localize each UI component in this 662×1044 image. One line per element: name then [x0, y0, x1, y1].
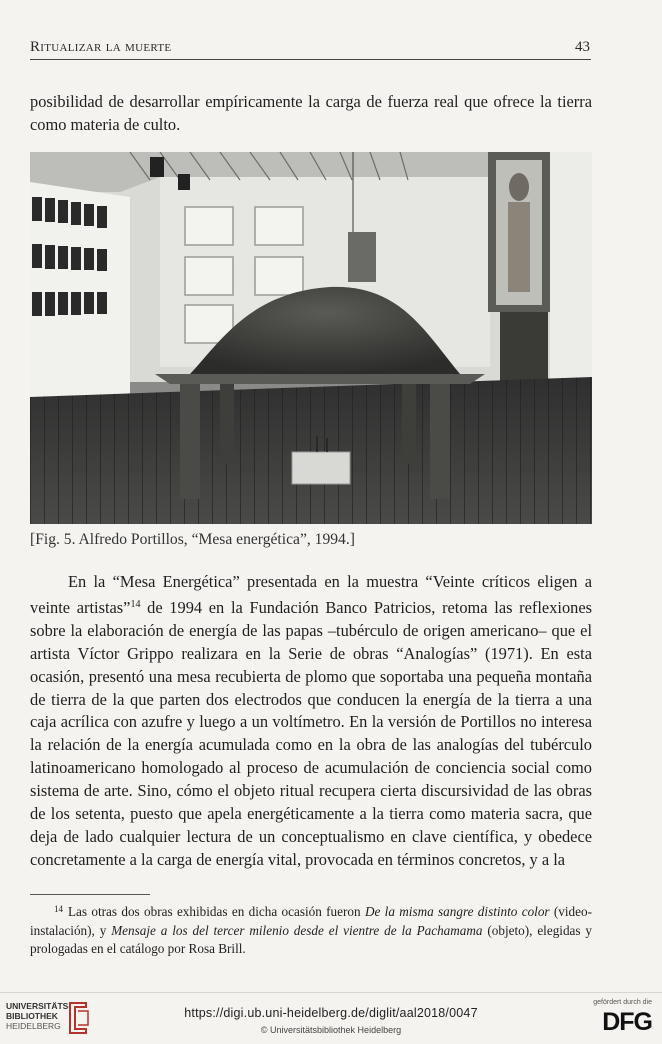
library-name-line2: BIBLIOTHEK [6, 1011, 58, 1021]
footnote-text-a: Las otras dos obras exhibidas en dicha ocasión fueron [68, 904, 365, 919]
footnote-title-a: De la misma sangre distinto color [364, 904, 550, 919]
funding-note: gefördert durch die [593, 999, 652, 1006]
intro-paragraph: posibilidad de desarrollar empíricamente la carga de fuerza real que ofrece la tierra como materia de culto. [30, 92, 592, 134]
main-paragraph [30, 571, 592, 872]
footnote-number: 14 [54, 904, 63, 914]
footnote-text-b: (video-instalación), y [30, 904, 592, 938]
footnote-rule [30, 894, 150, 895]
page-number: 43 [575, 39, 590, 55]
main-paragraph-part2: de 1994 en la Fundación Banco Patricios, retoma las reflexiones sobre la elaboración de energía de las papas –tubérculo de origen americano– que el artista Víctor Grippo realizara en la Serie de obras “Analogías” (1971). En esta ocasión, presentó una mesa recubierta de plomo que soportaba una pequeña montaña de tierra de la que parten dos electrodos que conducen la energía de la tierra a una caja acrílica con azufre y luego a un voltímetro. En la versión de Portillos no interesa la relación de la energía acumulada como en la obra de las analogías del tubérculo latinoamericano homologado al proceso de acumulación de conciencia social como sistema de arte. Sino, cómo el objeto ritual recupera cierta discursividad de las obras de los setenta, puesto que apela energéticamente a la tierra como materia sacra, que deja de lado cualquier lectura de un conceptualismo en clave científica, y obedece concretamente a la carga de energía vital, provocada en términos concretos, y a la [30, 597, 592, 869]
footnote-reference[interactable]: 14 [130, 598, 141, 610]
dfg-logo[interactable]: DFG [602, 1008, 652, 1036]
gallery-photo-illustration [30, 152, 592, 524]
footnote-title-b: Mensaje a los del tercer milenio desde el vientre de la Pachamama [111, 922, 483, 938]
library-name-line1: UNIVERSITÄTS- [6, 1001, 72, 1011]
running-head [30, 39, 590, 56]
figure-photo [30, 152, 592, 524]
main-paragraph-part1: En la “Mesa Energética” presentada en la muestra “Veinte críticos eligen a veinte artistas” [30, 572, 592, 617]
footnote [30, 900, 592, 959]
copyright-notice: © Universitätsbibliothek Heidelberg [260, 1025, 402, 1035]
footnote-text-c: (objeto), elegidas y prologadas en el catálogo por Rosa Brill. [30, 922, 593, 957]
library-footer [0, 992, 662, 1044]
permalink-url[interactable]: https://digi.ub.uni-heidelberg.de/diglit/aal2018/0047 [184, 1006, 478, 1020]
header-rule [30, 59, 591, 60]
running-head-title: Ritualizar la muerte [30, 39, 172, 55]
library-name-line3: HEIDELBERG [6, 1021, 61, 1031]
figure-caption: [Fig. 5. Alfredo Portillos, “Mesa energética”, 1994.] [30, 531, 355, 548]
